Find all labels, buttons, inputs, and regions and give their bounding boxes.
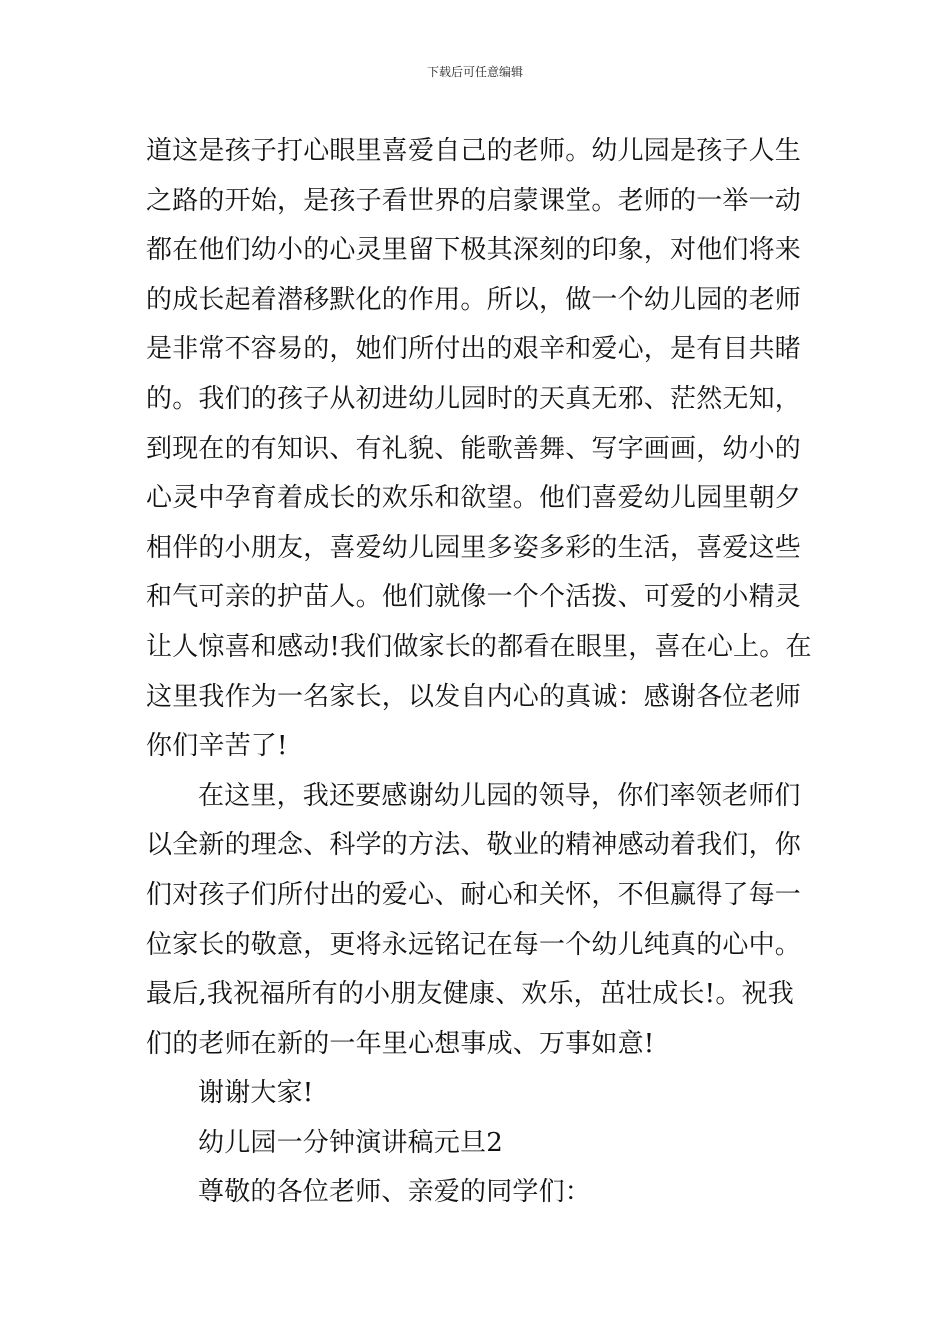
text-line: 心灵中孕育着成长的欢乐和欲望。他们喜爱幼儿园里朝夕	[146, 483, 802, 514]
salutation: 尊敬的各位老师、亲爱的同学们：	[198, 1177, 592, 1208]
text-line: 和气可亲的护苗人。他们就像一个个活拨、可爱的小精灵	[146, 582, 802, 613]
text-line-paragraph-start: 在这里，我还要感谢幼儿园的领导，你们率领老师们	[198, 780, 801, 811]
section-title: 幼儿园一分钟演讲稿元旦2	[198, 1127, 503, 1158]
text-line: 最后,我祝福所有的小朋友健康、欢乐，茁壮成长!。祝我	[146, 979, 794, 1010]
text-line: 以全新的理念、科学的方法、敬业的精神感动着我们，你	[146, 830, 802, 861]
document-body	[146, 127, 811, 1218]
text-line: 位家长的敬意，更将永远铭记在每一个幼儿纯真的心中。	[146, 929, 802, 960]
text-line: 让人惊喜和感动!我们做家长的都看在眼里，喜在心上。在	[146, 631, 812, 662]
text-line: 到现在的有知识、有礼貌、能歌善舞、写字画画，幼小的	[146, 433, 802, 464]
text-line: 你们辛苦了!	[146, 731, 288, 762]
closing-thanks: 谢谢大家!	[198, 1078, 314, 1109]
text-line: 是非常不容易的，她们所付出的艰辛和爱心，是有目共睹	[146, 334, 802, 365]
text-line: 这里我作为一名家长，以发自内心的真诚：感谢各位老师	[146, 681, 802, 712]
page-header-watermark: 下载后可任意编辑	[426, 65, 523, 79]
text-line: 之路的开始，是孩子看世界的启蒙课堂。老师的一举一动	[146, 185, 802, 216]
text-line: 的成长起着潜移默化的作用。所以，做一个幼儿园的老师	[146, 284, 802, 315]
text-line: 的。我们的孩子从初进幼儿园时的天真无邪、茫然无知，	[146, 383, 802, 414]
text-line: 道这是孩子打心眼里喜爱自己的老师。幼儿园是孩子人生	[146, 136, 802, 166]
text-line: 们对孩子们所付出的爱心、耐心和关怀，不但赢得了每一	[146, 879, 802, 910]
text-line: 相伴的小朋友，喜爱幼儿园里多姿多彩的生活，喜爱这些	[146, 532, 802, 563]
text-line: 们的老师在新的一年里心想事成、万事如意!	[146, 1028, 655, 1059]
text-line: 都在他们幼小的心灵里留下极其深刻的印象，对他们将来	[146, 235, 802, 266]
